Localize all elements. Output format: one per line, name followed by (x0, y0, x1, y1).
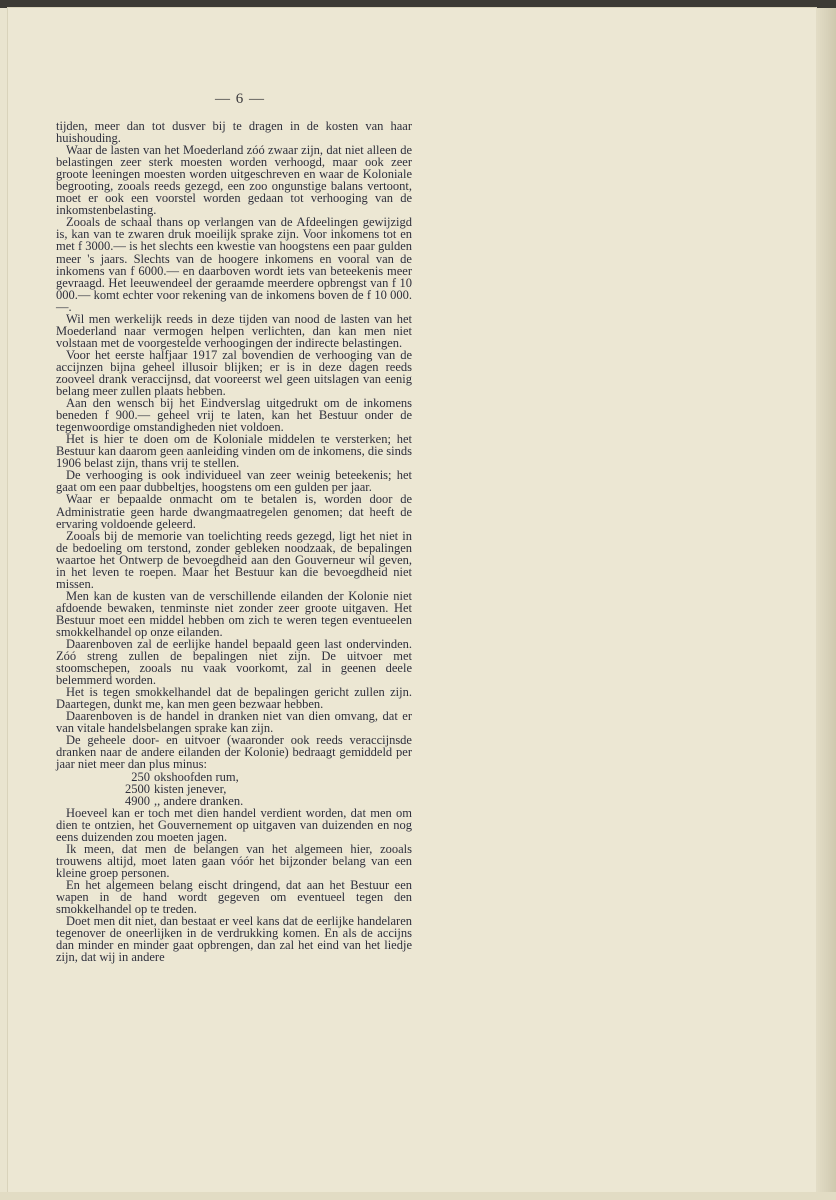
list-item-label: ,, andere dranken. (154, 793, 244, 808)
paragraph: De geheele door- en uitvoer (waaronder ook reeds veraccijnsde dranken naar de andere eilanden der Kolonie) bedraagt gemiddeld per jaar niet meer dan plus minus: (56, 733, 412, 772)
paragraph: Wil men werkelijk reeds in deze tijden van nood de lasten van het Moederland naar vermogen helpen verlichten, dan kan men niet volstaan met de voorgestelde verhoogingen der indirecte belastingen. (56, 311, 412, 350)
export-list (56, 771, 412, 807)
paragraph: Waar de lasten van het Moederland zóó zwaar zijn, dat niet alleen de belastingen zeer sterk moesten worden verhoogd, maar ook zeer groote leeningen moesten worden uitgeschreven en waar de Koloniale begrooting, zooals reeds gezegd, een zoo ongunstige balans vertoont, moet er ook een voorstel worden gedaan tot verhooging van de inkomstenbelasting. (56, 143, 412, 218)
top-border (0, 0, 836, 8)
paragraph: Voor het eerste halfjaar 1917 zal bovendien de verhooging van de accijnzen bijna geheel illusoir blijken; er is in deze dagen reeds zooveel drank veraccijnsd, dat vooreerst wel geen uitslagen van eenig belang meer zullen plaats hebben. (56, 347, 412, 399)
list-item-quantity: 250 (131, 769, 150, 784)
page-number: — 6 — (215, 91, 265, 107)
bottom-border (0, 1192, 836, 1200)
paragraph: Doet men dit niet, dan bestaat er veel kans dat de eerlijke handelaren tegenover de oneerlijken in de verdrukking komen. En als de accijns dan minder en minder gaat opbrengen, dan zal het eind van het liedje zijn, dat wij in andere (56, 914, 412, 965)
paragraph: Ik meen, dat men de belangen van het algemeen hier, zooals trouwens altijd, moet laten gaan vóór het bijzonder belang van een kleine groep personen. (56, 841, 412, 880)
list-item-quantity: 4900 (125, 793, 150, 808)
page-fold (816, 8, 836, 1200)
paragraph: Zooals bij de memorie van toelichting reeds gezegd, ligt het niet in de bedoeling om terstond, zonder gebleken noodzaak, de bepalingen waartoe het Ontwerp de bevoegdheid aan den Gouverneur wil geven, in het leven te roepen. Maar het Bestuur kan die bevoegdheid niet missen. (56, 528, 412, 591)
paragraph: Het is tegen smokkelhandel dat de bepalingen gericht zullen zijn. Daartegen, dunkt me, kan men geen bezwaar hebben. (56, 685, 412, 712)
paragraph: Waar er bepaalde onmacht om te betalen is, worden door de Administratie geen harde dwangmaatregelen genomen; dat heeft de ervaring voldoende geleerd. (56, 492, 412, 531)
paragraph: Men kan de kusten van de verschillende eilanden der Kolonie niet afdoende bewaken, tenminste niet zonder zeer groote uitgaven. Het Bestuur moet een middel hebben om zich te weren tegen eventueelen smokkelhandel op onze eilanden. (56, 588, 412, 639)
paragraph: En het algemeen belang eischt dringend, dat aan het Bestuur een wapen in de hand wordt gegeven om eventueel tegen den smokkelhandel op te treden. (56, 877, 412, 917)
paragraph: tijden, meer dan tot dusver bij te dragen in de kosten van haar huishouding. (56, 119, 412, 146)
list-item-label: okshoofden rum, (154, 769, 239, 784)
list-item-label: kisten jenever, (154, 781, 227, 796)
paragraph: Aan den wensch bij het Eindverslag uitgedrukt om de inkomens beneden f 900.— geheel vrij te laten, kan het Bestuur onder de tegenwoordige omstandigheden niet voldoen. (56, 396, 412, 435)
paragraph: Daarenboven zal de eerlijke handel bepaald geen last ondervinden. Zóó streng zullen de bepalingen niet zijn. De uitvoer met stoomschepen, zooals nu vaak voorkomt, zal in geenen deele belemmerd worden. (56, 637, 412, 688)
paragraph: Zooals de schaal thans op verlangen van de Afdeelingen gewijzigd is, kan van te zwaren druk moeilijk sprake zijn. Voor inkomens tot en met f 3000.— is het slechts een kwestie van hoogstens een paar gulden meer 's jaars. Slechts van de hoogere inkomens en vooral van de inkomens van f 6000.— en daarboven wordt iets van beteekenis meer gevraagd. Het leeuwendeel der geraamde meerdere opbrengst van f 10 000.— komt echter voor rekening van de inkomens boven de f 10 000.—. (56, 215, 412, 314)
paragraph: Hoeveel kan er toch met dien handel verdient worden, dat men om dien te ontzien, het Gouvernement op uitgaven van duizenden en nog eens duizenden zou moeten jagen. (56, 805, 412, 844)
list-item-quantity: 2500 (125, 781, 150, 796)
text-column (56, 120, 412, 963)
paragraph: Daarenboven is de handel in dranken niet van dien omvang, dat er van vitale handelsbelangen sprake kan zijn. (56, 709, 412, 736)
paragraph: Het is hier te doen om de Koloniale middelen te versterken; het Bestuur kan daarom geen aanleiding vinden om de inkomens, die sinds 1906 belast zijn, thans vrij te stellen. (56, 432, 412, 471)
list-item (122, 771, 412, 783)
paragraph: De verhooging is ook individueel van zeer weinig beteekenis; het gaat om een paar dubbeltjes, hoogstens om een gulden per jaar. (56, 468, 412, 495)
list-item (122, 795, 412, 807)
list-item (122, 783, 412, 795)
